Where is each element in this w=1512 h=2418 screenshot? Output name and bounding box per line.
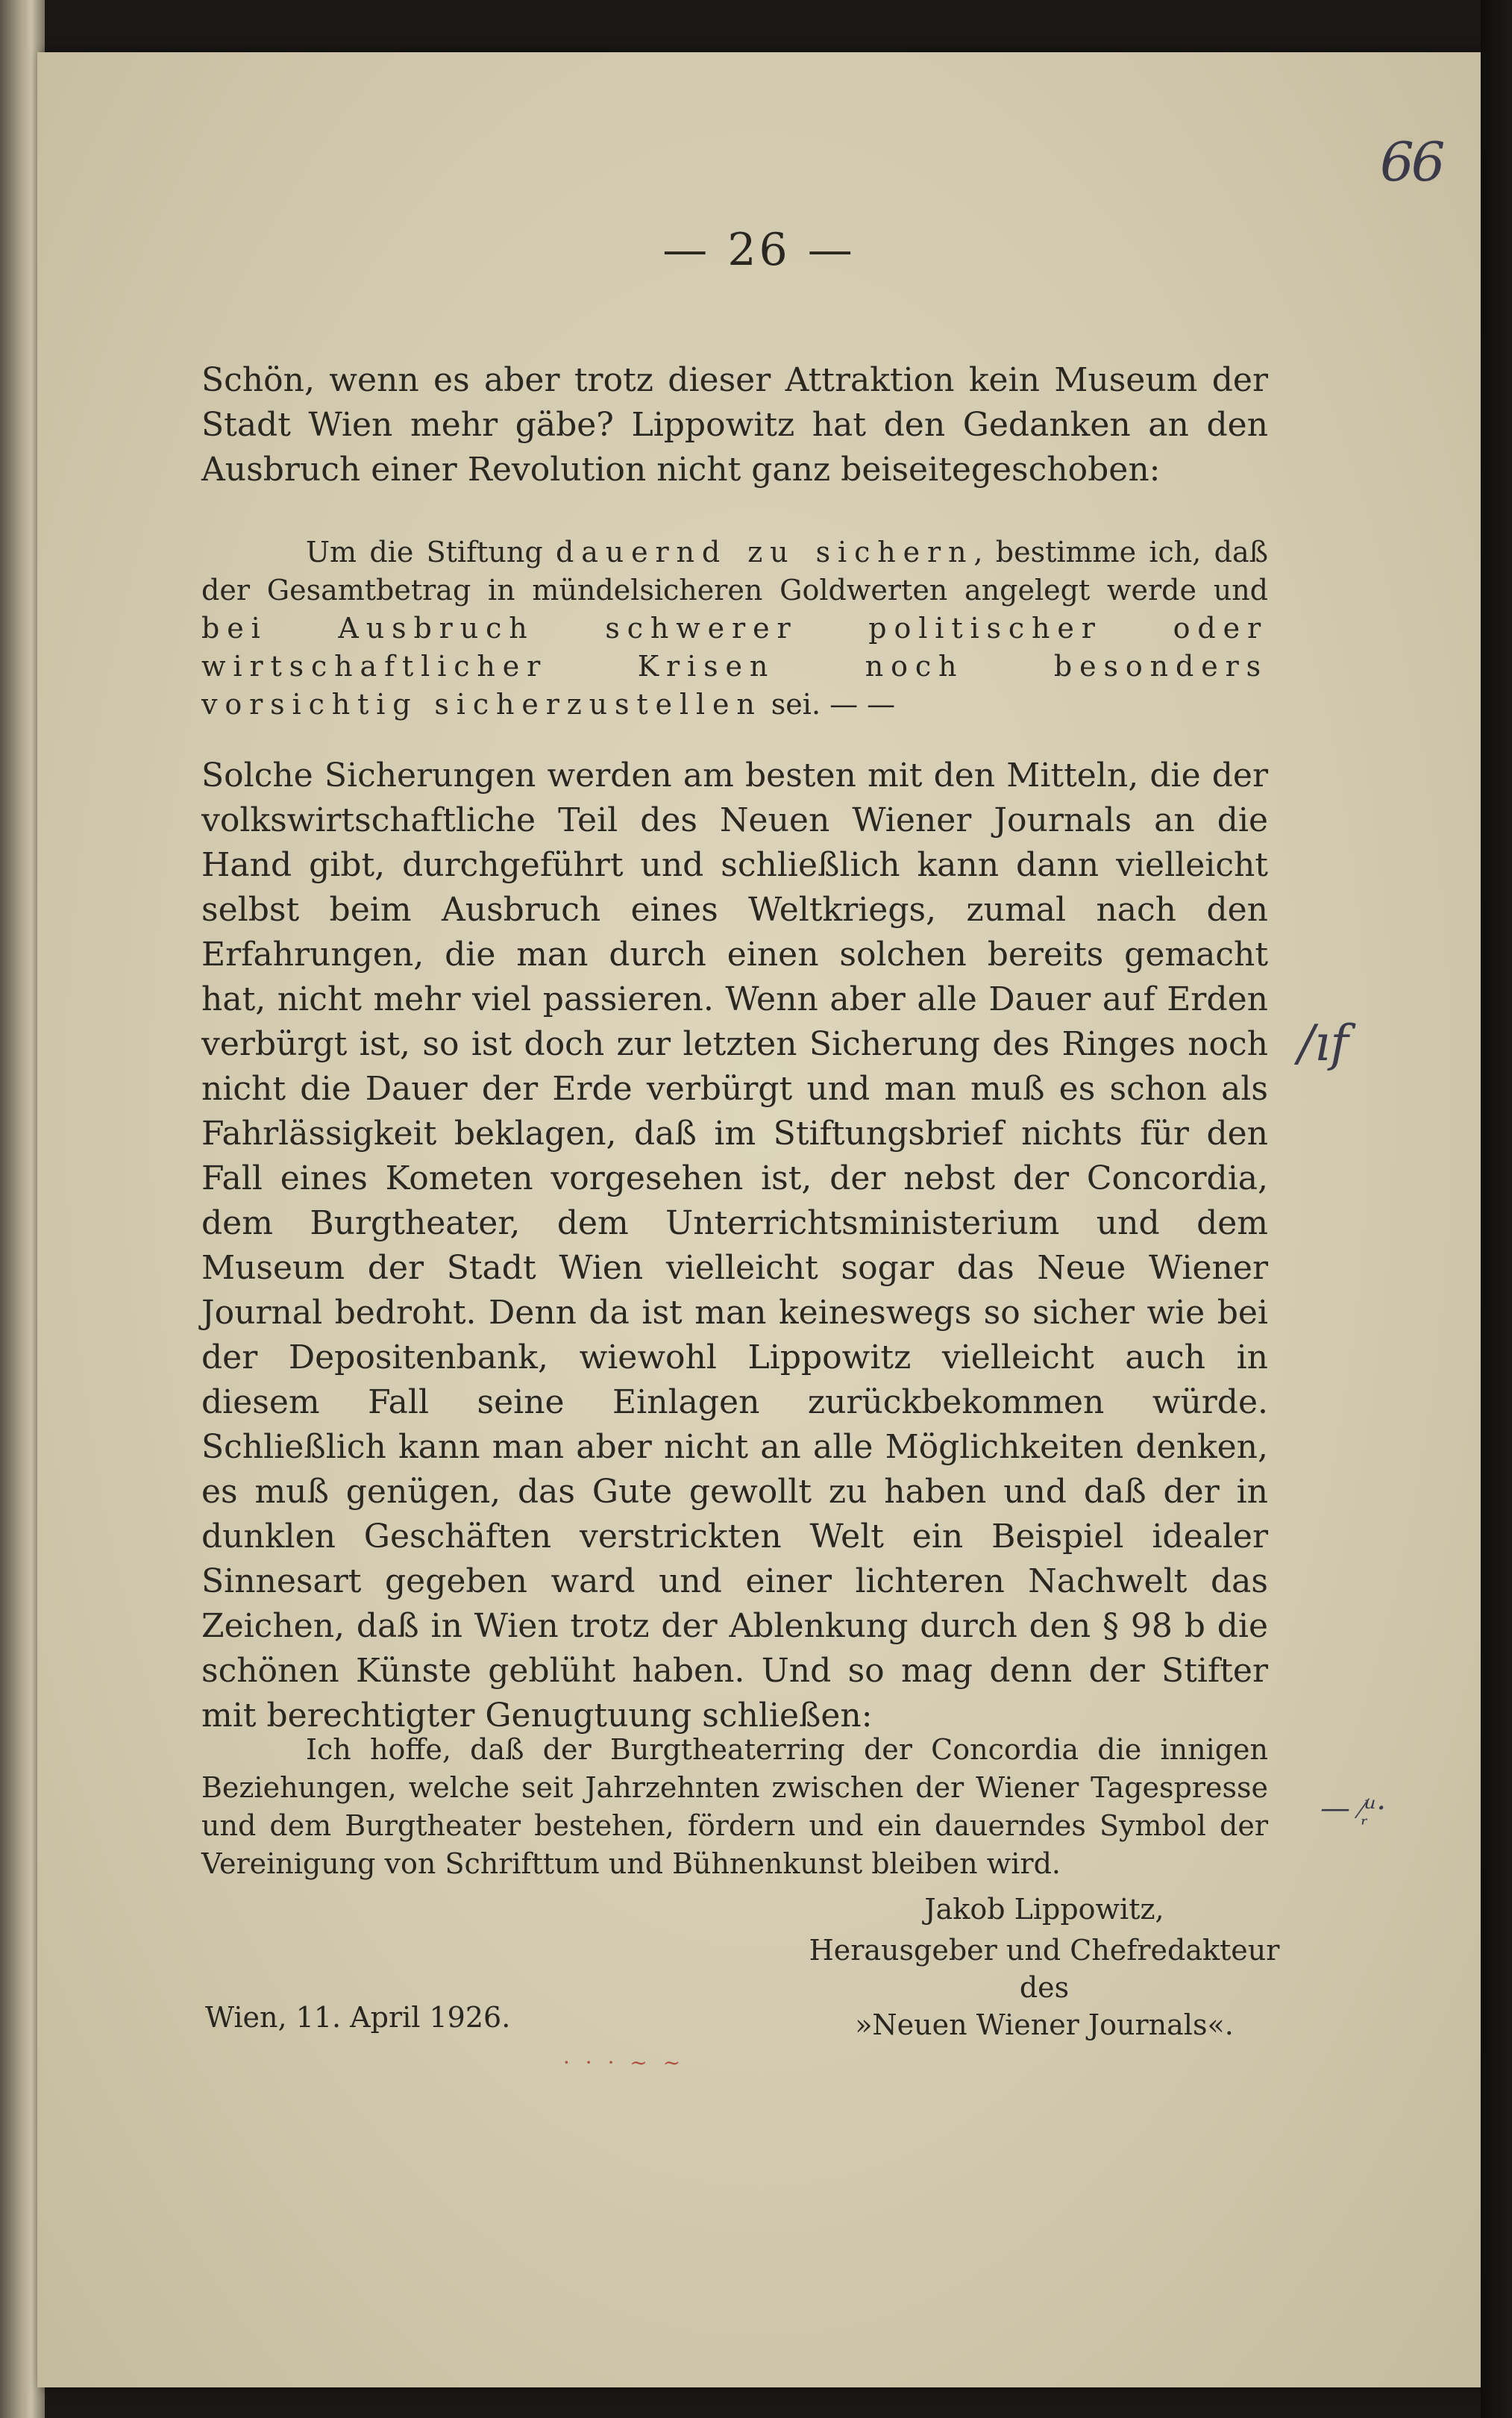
signature-name: Jakob Lippowitz, (924, 1893, 1164, 1926)
intro-text: Schön, wenn es aber trotz dieser Attraktion kein Museum der Stadt Wien mehr gäbe? Lippowitz hat den Gedanken an den Ausbruch einer Revolution nicht ganz beiseitegeschoben: (201, 361, 1268, 489)
document-page (37, 52, 1481, 2387)
quote-burgtheaterring-text (201, 1731, 1268, 1883)
quote1-spaced1: dauernd zu sichern (556, 536, 974, 569)
main-paragraph (201, 754, 1268, 1738)
signature-paper: »Neuen Wiener Journals«. (855, 2008, 1234, 2041)
signature-title: Herausgeber und Chefredakteur (809, 1934, 1280, 1967)
quote-stiftung (201, 533, 1268, 724)
signature-des: des (1019, 1971, 1070, 2004)
handwritten-margin-note: /ıf (1298, 1015, 1349, 1072)
quote-stiftung-text (201, 533, 1268, 724)
dark-background-edge (1481, 0, 1512, 2418)
red-pencil-mark: · · · ~ ~ (563, 2050, 686, 2075)
intro-paragraph (201, 358, 1268, 492)
handwritten-margin-note-2: — ⁄᷊ᵘ· (1320, 1791, 1387, 1826)
quote-burgtheaterring (201, 1731, 1268, 1883)
page-number: — 26 — (662, 224, 856, 276)
quote2-text: Ich hoffe, daß der Burgtheaterring der Concordia die innigen Beziehungen, welche seit Jahrzehnten zwischen der Wiener Tagespresse und dem Burgtheater bestehen, fördern und ein dauerndes Symbol der Vereinigung von Schrifttum und Bühnenkunst bleiben wird. (201, 1733, 1268, 1880)
quote1-part1: Um die Stiftung (306, 536, 556, 569)
quote1-spaced2: bei Ausbruch schwerer politischer oder wirtschaftlicher Krisen noch besonders vorsichtig sicherzustellen (201, 612, 1268, 721)
handwritten-folio-number: 66 (1380, 131, 1443, 193)
main-text: Solche Sicherungen werden am besten mit den Mitteln, die der volkswirtschaftliche Teil des Neuen Wiener Journals an die Hand gibt, durchgeführt und schließlich kann dann vielleicht selbst beim Ausbruch eines Weltkriegs, zumal nach den Erfahrungen, die man durch einen solchen bereits gemacht hat, nicht mehr viel passieren. Wenn aber alle Dauer auf Erden verbürgt ist, so ist doch zur letzten Sicherung des Ringes noch nicht die Dauer der Erde verbürgt und man muß es schon als Fahrlässigkeit beklagen, daß im Stiftungsbrief nichts für den Fall eines Kometen vorgesehen ist, der nebst der Concordia, dem Burgtheater, dem Unterrichtsministerium und dem Museum der Stadt Wien vielleicht sogar das Neue Wiener Journal bedroht. Denn da ist man keineswegs so sicher wie bei der Depositenbank, wiewohl Lippowitz vielleicht auch in diesem Fall seine Einlagen zurückbekommen würde. Schließlich kann man aber nicht an alle Möglichkeiten denken, es muß genügen, das Gute gewollt zu haben und daß der in dunklen Geschäften verstrickten Welt ein Beispiel idealer Sinnesart gegeben ward und einer lichteren Nachwelt das Zeichen, daß in Wien trotz der Ablenkung durch den § 98 b die schönen Künste geblüht haben. Und so mag denn der Stifter mit berechtigter Genugtuung schließen: (201, 757, 1268, 1735)
date-line: Wien, 11. April 1926. (205, 2001, 511, 2034)
quote1-part2: , bestimme ich, daß der Gesamtbetrag in mündelsicheren Goldwerten angelegt werde und (201, 536, 1269, 607)
quote1-part3: sei. — — (762, 688, 896, 721)
